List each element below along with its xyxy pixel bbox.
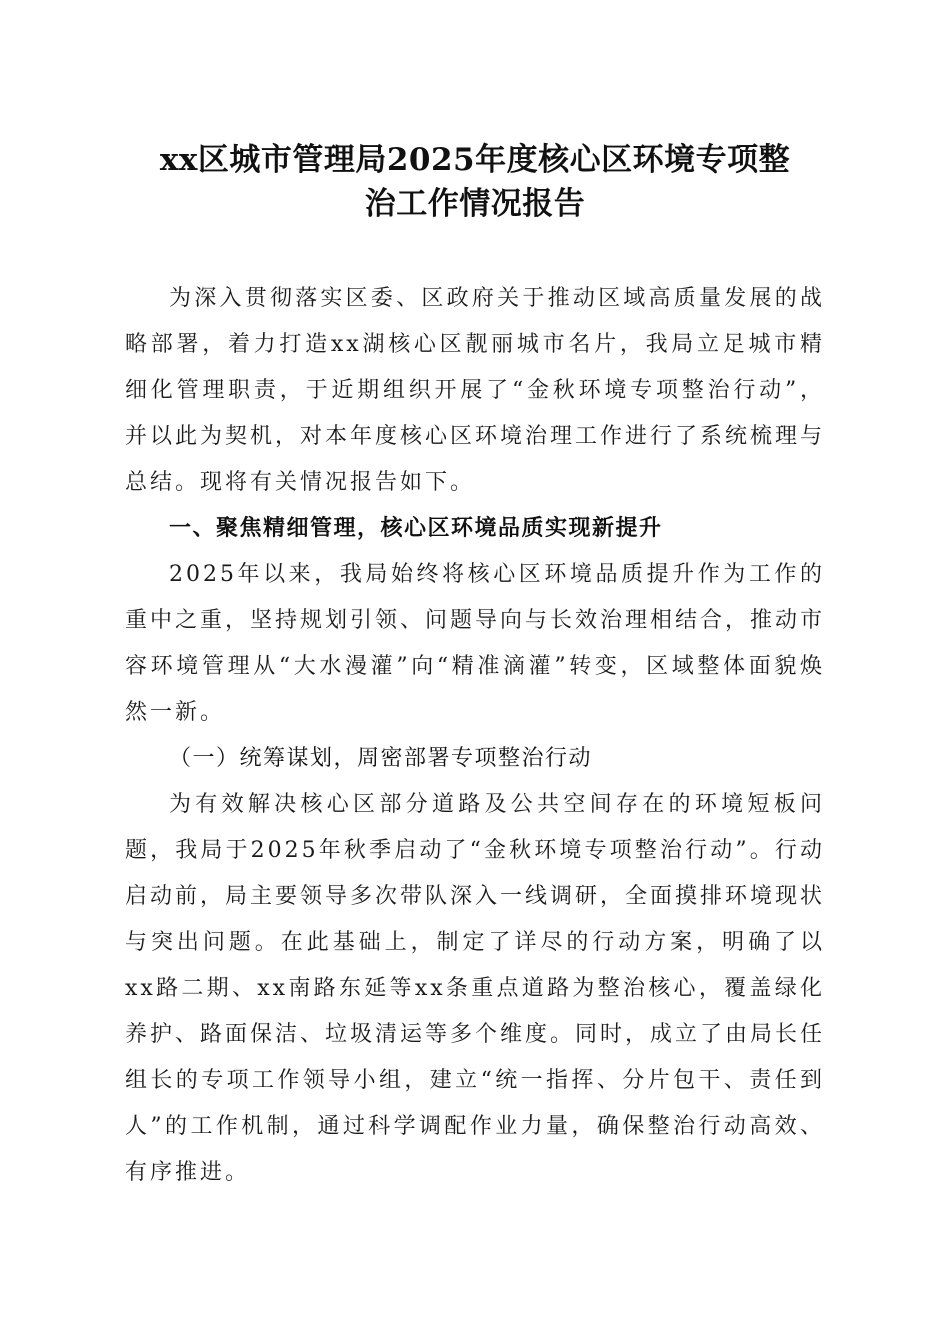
intro-paragraph: 为深入贯彻落实区委、区政府关于推动区域高质量发展的战略部署，着力打造xx湖核心区靓丽城市名片，我局立足城市精细化管理职责，于近期组织开展了“金秋环境专项整治行动”，并以此为契机，对本年度核心区环境治理工作进行了系统梳理与总结。现将有关情况报告如下。: [125, 286, 826, 495]
subsection-1-heading: （一）统筹谋划，周密部署专项整治行动: [169, 746, 593, 771]
section-1-paragraph: 2025年以来，我局始终将核心区环境品质提升作为工作的重中之重，坚持规划引领、问题导向与长效治理相结合，推动市容环境管理从“大水漫灌”向“精准滴灌”转变，区域整体面貌焕然一新。: [125, 562, 826, 725]
document-body: [125, 276, 825, 1196]
subsection-1-paragraph: 为有效解决核心区部分道路及公共空间存在的环境短板问题，我局于2025年秋季启动了“金秋环境专项整治行动”。行动启动前，局主要领导多次带队深入一线调研，全面摸排环境现状与突出问题。在此基础上，制定了详尽的行动方案，明确了以xx路二期、xx南路东延等xx条重点道路为整治核心，覆盖绿化养护、路面保洁、垃圾清运等多个维度。同时，成立了由局长任组长的专项工作领导小组，建立“统一指挥、分片包干、责任到人”的工作机制，通过科学调配作业力量，确保整治行动高效、有序推进。: [125, 792, 826, 1185]
section-1-heading: 一、聚焦精细管理，核心区环境品质实现新提升: [169, 516, 663, 541]
document-title: [110, 138, 840, 226]
document-title-line-2: 治工作情况报告: [364, 186, 586, 222]
document-title-line-1: xx区城市管理局2025年度核心区环境专项整: [159, 142, 791, 178]
